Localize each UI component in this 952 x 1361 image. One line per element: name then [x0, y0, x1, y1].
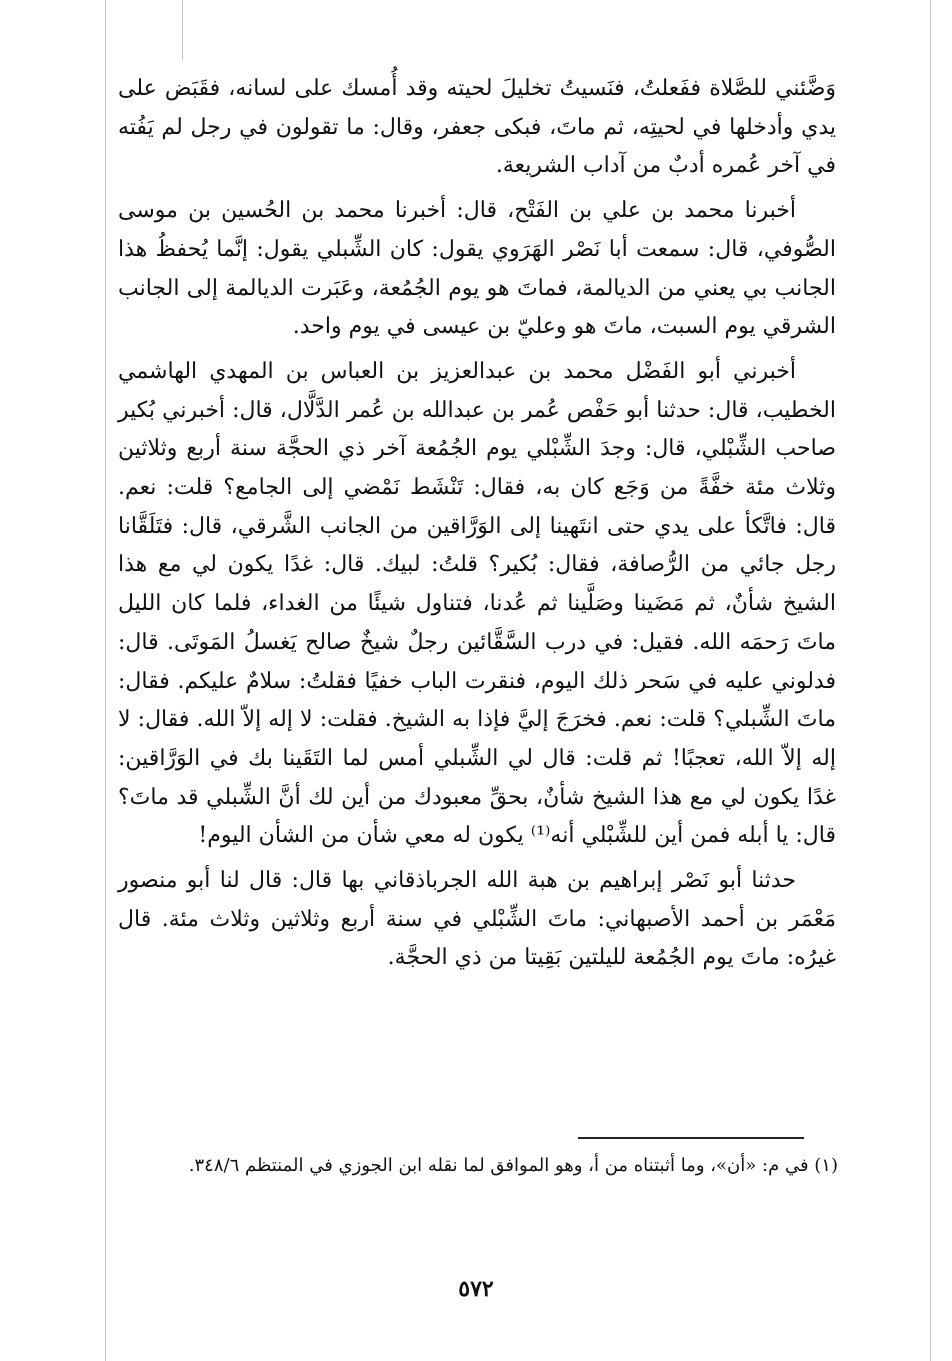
paragraph-narration-2: أخبرنا محمد بن علي بن الفَتْح، قال: أخبرنا محمد بن الحُسين بن موسى الصُّوفي، قال: سمعت أبا نَصْر الهَرَوي يقول: كان الشِّبلي يقول: إنَّما يُحفظُ هذا الجانب بي يعني من الديالمة، فماتَ هو يوم الجُمُعة، وعَبَرت الديالمة إلى الجانب الشرقي يوم السبت، ماتَ هو وعليّ بن عيسى في يوم واحد.	[118, 198, 836, 340]
scan-edge-line-center	[182, 0, 183, 60]
scan-edge-line-left	[105, 0, 106, 1361]
main-text	[118, 70, 836, 978]
scan-edge-line-right	[930, 0, 931, 1361]
page-number: ٥٧٢	[458, 1276, 494, 1302]
paragraph-narration-3: أخبرني أبو الفَضْل محمد بن عبدالعزيز بن العباس بن المهدي الهاشمي الخطيب، قال: حدثنا أبو حَفْص عُمر بن عبدالله بن عُمر الدَّلَّال، قال: أخبرني بُكير صاحب الشِّبْلي، قال: وجدَ الشِّبْلي يوم الجُمُعة آخر ذي الحجَّة سنة أربع وثلاثين وثلاث مئة خفَّةً من وَجَع كان به، فقال: تَنْشَط نَمْضي إلى الجامع؟ قلت: نعم. قال: فاتَّكأ على يدي حتى انتَهينا إلى الوَرَّاقين من الجانب الشَّرقي، قال: فتَلَقَّانا رجل جائي من الرُّصافة، فقال: بُكير؟ قلتُ: لبيك. قال: غدًا يكون لي مع هذا الشيخ شأنٌ، ثم مَضَينا وصَلَّينا ثم عُدنا، فتناول شيئًا من الغداء، فلما كان الليل ماتَ رَحمَه الله. فقيل: في درب السَّقَّائين رجلٌ شيخٌ صالح يَغسلُ المَوتَى. قال: فدلوني عليه في سَحر ذلك اليوم، فنقرت الباب خفيًا فقلتُ: سلامٌ عليكم. فقال: ماتَ الشِّبلي؟ قلت: نعم. فخرَجَ إليَّ فإذا به الشيخ. فقلت: لا إله إلاّ الله. فقال: لا إله إلاّ الله، تعجبًا! ثم قلت: قال لي الشِّبلي أمس لما التَقَينا بك في الوَرَّاقين: غدًا يكون لي مع هذا الشيخ شأنٌ، بحقِّ معبودك من أين لك أنَّ الشِّبلي قد ماتَ؟ قال: يا أبله فمن أين للشِّبْلي أنه⁽¹⁾ يكون له معي شأن من الشأن اليوم!	[118, 358, 836, 849]
footnote-separator	[578, 1137, 804, 1139]
paragraph-narration-4: حدثنا أبو نَصْر إبراهيم بن هبة الله الجرباذقاني بها قال: قال لنا أبو منصور مَعْمَر بن أحمد الأصبهاني: ماتَ الشِّبْلي في سنة أربع وثلاثين وثلاث مئة. قال غيرُه: ماتَ يوم الجُمُعة لليلتين بَقِيتا من ذي الحجَّة.	[118, 868, 836, 971]
paragraph-continuation: وَضَّئني للصَّلاة ففَعلتُ، فنَسيتُ تخليلَ لحيته وقد أُمسك على لسانه، فقَبَض على يدي وأدخلها في لحيتِه، ثم ماتَ، فبكى جعفر، وقال: ما تقولون في رجل لم يَفُته في آخر عُمره أدبٌ من آداب الشريعة.	[118, 76, 836, 179]
footnote: (١) في م: «أن»، وما أثبتناه من أ، وهو الموافق لما نقله ابن الجوزي في المنتظم ٣٤٨/٦.	[188, 1155, 838, 1176]
